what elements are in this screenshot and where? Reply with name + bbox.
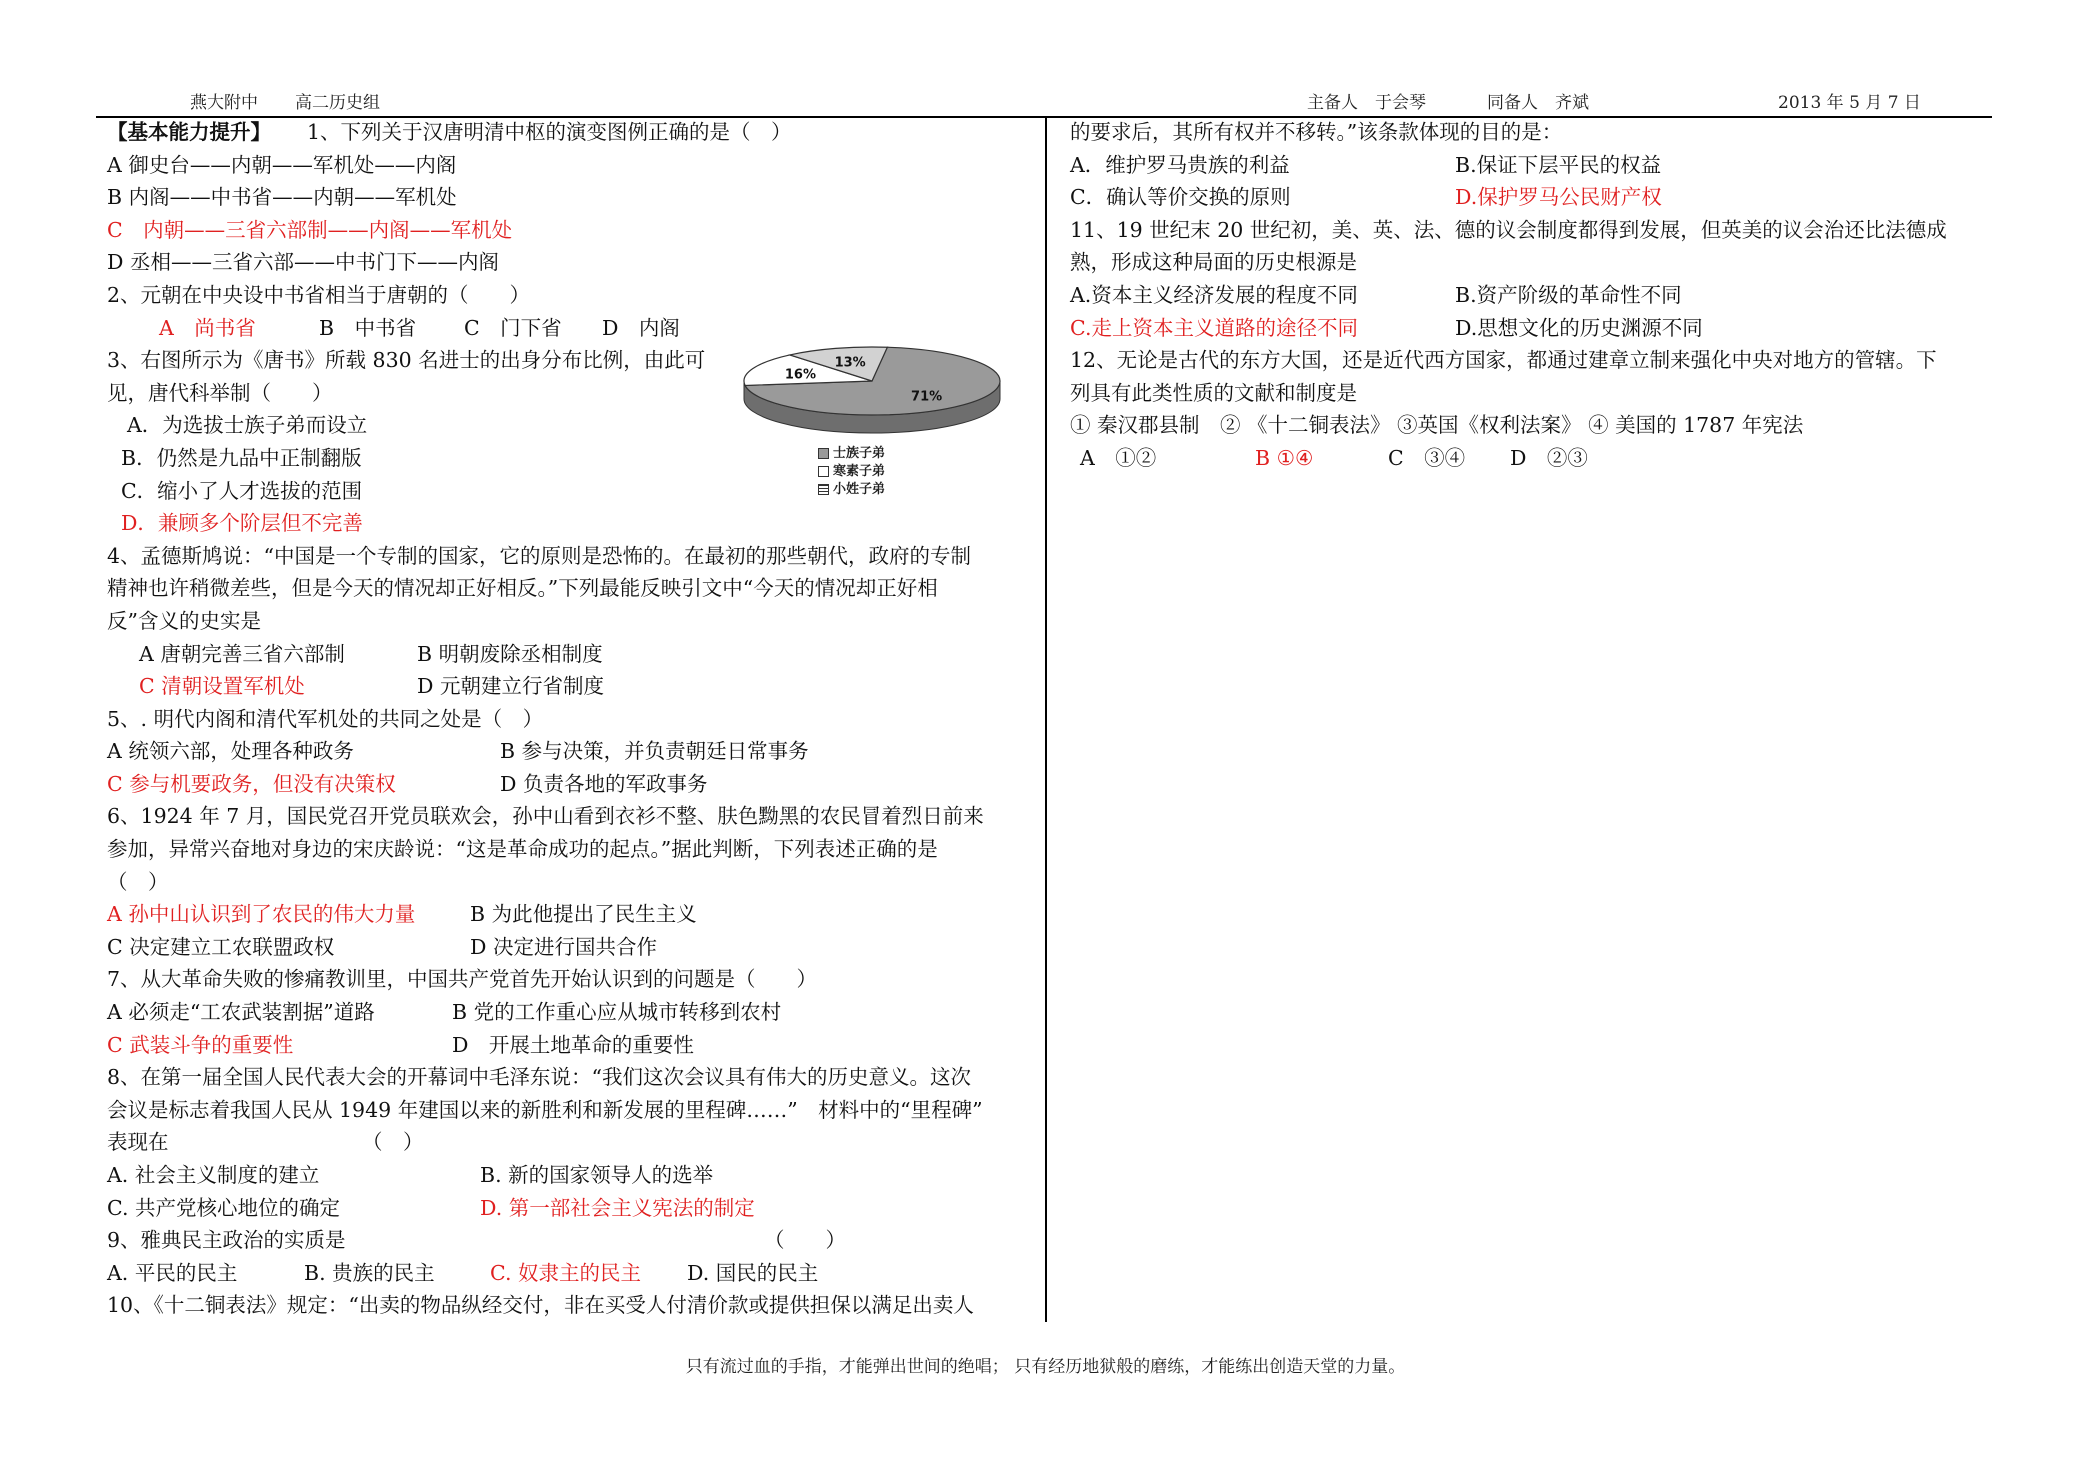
q6-line3 xyxy=(107,866,1037,899)
q12-b-answer: B ①④ xyxy=(1255,445,1314,470)
q11-options-ab xyxy=(1070,279,1995,312)
right-column xyxy=(1070,116,1995,475)
q12-a-text: A ①② xyxy=(1080,445,1157,470)
q7-options-ab xyxy=(107,996,1037,1029)
q5-a-text: A 统领六部，处理各种政务 xyxy=(107,739,354,764)
section-title: 【基本能力提升】 xyxy=(107,120,271,144)
q10-text-1: 10、《十二铜表法》规定：“出卖的物品纵经交付，非在买受人付清价款或提供担保以满足出卖人 xyxy=(107,1293,974,1318)
lead-preparer: 主备人 于会琴 xyxy=(1307,93,1426,113)
q3-text-1: 3、右图所示为《唐书》所载 830 名进士的出身分布比例，由此可 xyxy=(107,348,706,373)
column-divider xyxy=(1045,117,1047,1322)
q10-c-text: C．确认等价交换的原则 xyxy=(1070,185,1291,210)
q7-b-text: B 党的工作重心应从城市转移到农村 xyxy=(452,1000,782,1025)
q8-text-3: 表现在 xyxy=(107,1130,169,1155)
q1-option-d xyxy=(107,246,1037,279)
q6-text-1: 6、1924 年 7 月，国民党召开党员联欢会，孙中山看到衣衫不整、肤色黝黑的农民冒着烈日前来 xyxy=(107,804,984,829)
q12-d-text: D ②③ xyxy=(1510,445,1588,470)
q11-options-cd xyxy=(1070,312,1995,345)
school-name: 燕大附中 xyxy=(190,93,258,113)
q3-pie-legend xyxy=(818,444,885,498)
q6-c-text: C 决定建立工农联盟政权 xyxy=(107,934,335,959)
q4-line2 xyxy=(107,572,1037,605)
q5-b-text: B 参与决策，并负责朝廷日常事务 xyxy=(500,739,809,764)
q8-options-ab xyxy=(107,1159,1037,1192)
q1-option-c xyxy=(107,214,1037,247)
q2-stem: 2、元朝在中央设中书省相当于唐朝的（ ） xyxy=(107,282,531,307)
q6-line1 xyxy=(107,800,1037,833)
q7-c-answer: C 武装斗争的重要性 xyxy=(107,1032,294,1057)
q9-a-text: A. 平民的民主 xyxy=(107,1260,238,1285)
q9-c-answer: C. 奴隶主的民主 xyxy=(490,1260,641,1285)
q8-line2 xyxy=(107,1094,1037,1127)
q1-a-text: A 御史台——内朝——军机处——内阁 xyxy=(107,152,457,177)
q6-options-ab xyxy=(107,898,1037,931)
co-preparer: 同备人 齐斌 xyxy=(1487,93,1589,113)
q8-c-text: C. 共产党核心地位的确定 xyxy=(107,1195,340,1220)
q3-a-text: A．为选拔士族子弟而设立 xyxy=(127,413,368,438)
q8-b-text: B. 新的国家领导人的选举 xyxy=(480,1163,714,1187)
q11-text-2: 熟，形成这种局面的历史根源是 xyxy=(1070,250,1357,275)
q10-options-ab xyxy=(1070,149,1995,182)
q7-stem-line xyxy=(107,963,1037,996)
q11-text-1: 11、19 世纪末 20 世纪初，美、英、法、德的议会制度都得到发展，但英美的议会治还比法德成 xyxy=(1070,217,1947,242)
q5-d-text: D 负责各地的军政事务 xyxy=(500,771,708,796)
q12-c-text: C ③④ xyxy=(1388,445,1466,470)
q9-b-text: B. 贵族的民主 xyxy=(304,1260,435,1285)
q10-d-answer: D.保护罗马公民财产权 xyxy=(1455,185,1662,210)
q4-b-text: B 明朝废除丞相制度 xyxy=(417,641,603,666)
q6-options-cd xyxy=(107,931,1037,964)
q8-options-cd xyxy=(107,1192,1037,1225)
q11-c-answer: C.走上资本主义道路的途径不同 xyxy=(1070,315,1358,340)
q9-stem-line xyxy=(107,1224,1037,1257)
q1-option-b xyxy=(107,181,1037,214)
left-column xyxy=(107,116,1037,1322)
q4-options-ab xyxy=(107,638,1037,671)
group-name: 高二历史组 xyxy=(295,93,380,113)
q2-d-text: D 内阁 xyxy=(602,315,680,340)
footer-motto: 只有流过血的手指，才能弹出世间的绝唱； 只有经历地狱般的磨练，才能练出创造天堂的力量。 xyxy=(685,1357,1406,1377)
q1-stem: 1、下列关于汉唐明清中枢的演变图例正确的是（ ） xyxy=(307,120,792,144)
q10-options-cd xyxy=(1070,181,1995,214)
legend-item-xiaoxing xyxy=(818,480,885,498)
q3-c-text: C．缩小了人才选拔的范围 xyxy=(121,478,363,503)
q11-d-text: D.思想文化的历史渊源不同 xyxy=(1455,315,1703,340)
q10-text-2: 的要求后，其所有权并不移转。”该条款体现的目的是： xyxy=(1070,120,1563,144)
q4-a-text: A 唐朝完善三省六部制 xyxy=(139,641,345,666)
q8-d-answer: D. 第一部社会主义宪法的制定 xyxy=(480,1195,755,1220)
q4-line1 xyxy=(107,540,1037,573)
q9-options xyxy=(107,1257,1037,1290)
q12-options xyxy=(1070,442,1995,475)
date: 2013 年 5 月 7 日 xyxy=(1778,93,1921,113)
q7-d-text: D 开展土地革命的重要性 xyxy=(452,1032,694,1057)
q6-line2 xyxy=(107,833,1037,866)
q5-c-answer: C 参与机要政务，但没有决策权 xyxy=(107,771,396,796)
q3-text-2: 见，唐代科举制（ ） xyxy=(107,380,333,405)
q12-items-text: ① 秦汉郡县制 ② 《十二铜表法》 ③英国《权利法案》 ④ 美国的 1787 年宪法 xyxy=(1070,413,1804,438)
q10-line2 xyxy=(1070,116,1995,149)
pie-slices xyxy=(744,347,1000,433)
q9-stem: 9、雅典民主政治的实质是 xyxy=(107,1228,346,1253)
q8-a-text: A. 社会主义制度的建立 xyxy=(107,1163,320,1187)
q6-a-answer: A 孙中山认识到了农民的伟大力量 xyxy=(107,902,416,927)
q2-stem-line xyxy=(107,279,1037,312)
q8-text-1: 8、在第一届全国人民代表大会的开幕词中毛泽东说：“我们这次会议具有伟大的历史意义。这次 xyxy=(107,1065,972,1090)
q1-option-a xyxy=(107,149,1037,182)
q2-b-text: B 中书省 xyxy=(319,315,417,340)
q4-text-2: 精神也许稍微差些，但是今天的情况却正好相反。”下列最能反映引文中“今天的情况却正好相 xyxy=(107,576,938,601)
q7-stem: 7、从大革命失败的惨痛教训里，中国共产党首先开始认识到的问题是（ ） xyxy=(107,967,818,992)
q11-line2 xyxy=(1070,246,1995,279)
q10-line1 xyxy=(107,1289,1037,1322)
q6-b-text: B 为此他提出了民生主义 xyxy=(470,902,697,927)
q11-a-text: A.资本主义经济发展的程度不同 xyxy=(1070,282,1358,307)
q5-options-cd xyxy=(107,768,1037,801)
q12-text-2: 列具有此类性质的文献和制度是 xyxy=(1070,380,1357,405)
q9-d-text: D. 国民的民主 xyxy=(687,1260,819,1285)
pie-value-label: 71% xyxy=(911,389,943,405)
q4-text-1: 4、孟德斯鸠说：“中国是一个专制的国家，它的原则是恐怖的。在最初的那些朝代，政府的专制 xyxy=(107,543,972,568)
q10-a-text: A．维护罗马贵族的利益 xyxy=(1070,152,1290,177)
q9-answer-blank: （ ） xyxy=(764,1228,846,1253)
legend-label: 小姓子弟 xyxy=(833,481,886,497)
q11-b-text: B.资产阶级的革命性不同 xyxy=(1455,282,1682,307)
legend-item-shizu xyxy=(818,444,885,462)
q2-c-text: C 门下省 xyxy=(464,315,562,340)
legend-swatch xyxy=(818,484,829,495)
q5-options-ab xyxy=(107,735,1037,768)
q3-d-answer: D．兼顾多个阶层但不完善 xyxy=(121,511,363,536)
q8-line1 xyxy=(107,1061,1037,1094)
legend-swatch xyxy=(818,466,829,477)
q12-text-1: 12、无论是古代的东方大国，还是近代西方国家，都通过建章立制来强化中央对地方的管辖。下 xyxy=(1070,348,1937,373)
q12-line1 xyxy=(1070,344,1995,377)
legend-swatch xyxy=(818,448,829,459)
q7-a-text: A 必须走“工农武装割据”道路 xyxy=(107,1000,375,1025)
legend-label: 寒素子弟 xyxy=(833,463,886,479)
q11-line1 xyxy=(1070,214,1995,247)
q6-text-2: 参加，异常兴奋地对身边的宋庆龄说：“这是革命成功的起点。”据此判断，下列表述正确的是 xyxy=(107,837,938,862)
q4-options-cd xyxy=(107,670,1037,703)
q12-line2 xyxy=(1070,377,1995,410)
q4-line3 xyxy=(107,605,1037,638)
legend-item-hansu xyxy=(818,462,885,480)
q7-options-cd xyxy=(107,1029,1037,1062)
q4-text-3: 反”含义的史实是 xyxy=(107,608,261,633)
q1-b-text: B 内阁——中书省——内朝——军机处 xyxy=(107,185,457,210)
q1-c-answer: C 内朝——三省六部制——内阁——军机处 xyxy=(107,217,513,242)
pie-value-label: 13% xyxy=(834,355,866,371)
q1-stem-line xyxy=(107,116,1037,149)
q8-line3 xyxy=(107,1126,1037,1159)
q8-text-2: 会议是标志着我国人民从 1949 年建国以来的新胜利和新发展的里程碑……” 材料中的“里程碑” xyxy=(107,1097,983,1122)
q10-b-text: B.保证下层平民的权益 xyxy=(1455,152,1662,177)
q8-answer-blank: （ ） xyxy=(362,1130,424,1155)
q5-stem-line xyxy=(107,703,1037,736)
q12-items xyxy=(1070,409,1995,442)
q5-stem: 5、. 明代内阁和清代军机处的共同之处是（ ） xyxy=(107,706,544,731)
q4-d-text: D 元朝建立行省制度 xyxy=(417,674,604,699)
q6-d-text: D 决定进行国共合作 xyxy=(470,934,657,959)
legend-label: 士族子弟 xyxy=(833,445,886,461)
q3-b-text: B．仍然是九品中正制翻版 xyxy=(121,445,362,470)
q2-a-answer: A 尚书省 xyxy=(159,315,256,340)
q4-c-answer: C 清朝设置军机处 xyxy=(139,674,305,699)
pie-value-label: 16% xyxy=(784,367,816,383)
q6-text-3: （ ） xyxy=(107,869,169,894)
q1-d-text: D 丞相——三省六部——中书门下——内阁 xyxy=(107,250,499,275)
